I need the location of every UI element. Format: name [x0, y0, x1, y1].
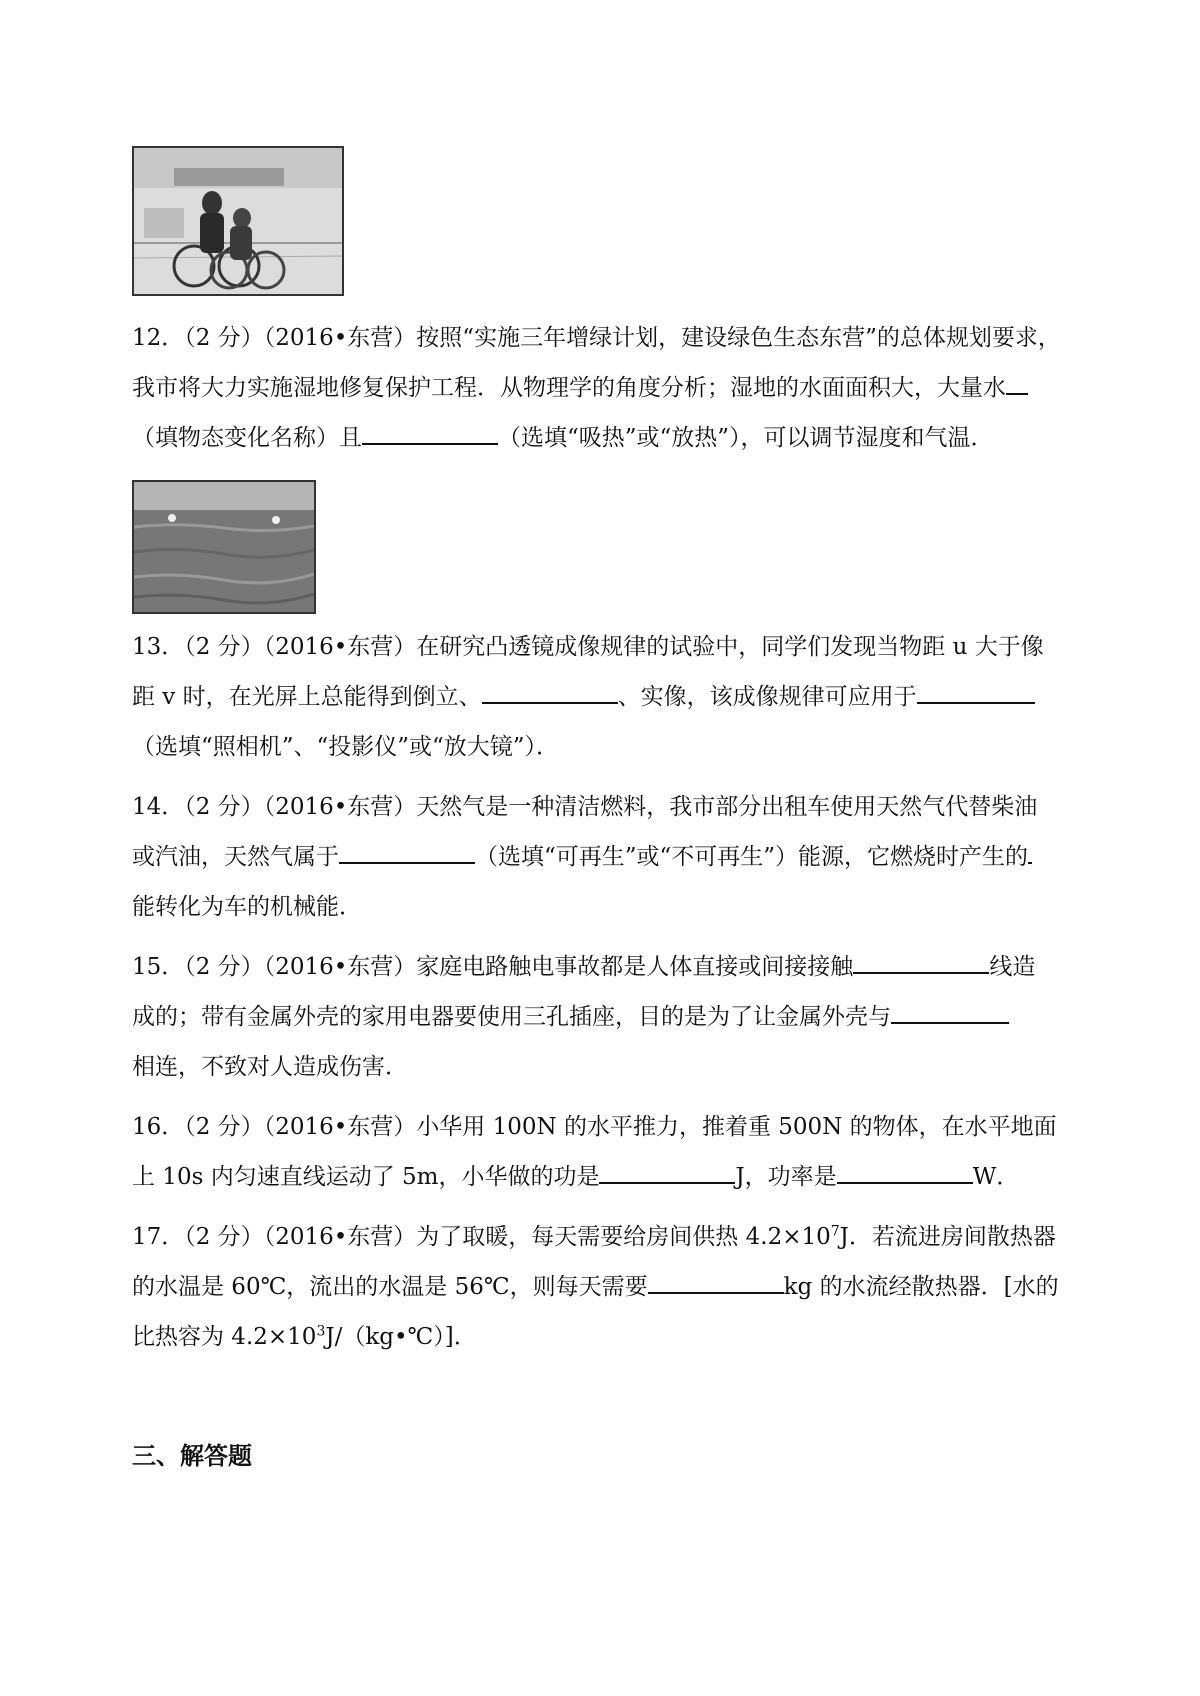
- q17-line-3a-text: 比热容为 4.2×10: [132, 1324, 317, 1350]
- q12-line-3: [132, 413, 1080, 463]
- q16-line-2a-text: 上 10s 内匀速直线运动了 5m，小华做的功是: [132, 1164, 600, 1190]
- q12-line-2: [132, 363, 1080, 413]
- q13-line-2: [132, 672, 1080, 722]
- q17-line-1a-text: 17．（2 分）（2016•东营）为了取暖，每天需要给房间供热 4.2×10: [132, 1224, 831, 1250]
- q13-blank-2[interactable]: [917, 676, 1035, 704]
- question-17: [132, 1212, 1080, 1362]
- q14-line-1: 14．（2 分）（2016•东营）天然气是一种清洁燃料，我市部分出租车使用天然气代替柴油: [132, 794, 1038, 820]
- q12-line-2-text: 我市将大力实施湿地修复保护工程．从物理学的角度分析；湿地的水面面积大，大量水: [132, 375, 1006, 401]
- q14-line-2a-text: 或汽油，天然气属于: [132, 844, 339, 870]
- cyclists-illustration: [134, 148, 342, 294]
- q16-line-2c-text: W．: [972, 1164, 1020, 1190]
- q16-line-1: 16．（2 分）（2016•东营）小华用 100N 的水平推力，推着重 500N 的物体，在水平地面: [132, 1114, 1057, 1140]
- q12-line-1: 12．（2 分）（2016•东营）按照“实施三年增绿计划，建设绿色生态东营”的总体规划要求，: [132, 325, 1061, 351]
- q14-line-2b-text: （选填“可再生”或“不可再生”）能源，它燃烧时产生的: [475, 844, 1029, 870]
- q13-line-2a-text: 距 v 时，在光屏上总能得到倒立、: [132, 684, 482, 710]
- q12-blank-1[interactable]: [1006, 367, 1028, 395]
- question-12: [132, 313, 1080, 463]
- q13-line-1: 13．（2 分）（2016•东营）在研究凸透镜成像规律的试验中，同学们发现当物距 u 大于像: [132, 634, 1044, 660]
- q15-line-3: 相连，不致对人造成伤害．: [132, 1054, 408, 1080]
- figure-cyclists-photo: [132, 146, 344, 296]
- q14-line-3: 能转化为车的机械能．: [132, 894, 362, 920]
- q12-blank-2[interactable]: [362, 417, 498, 445]
- q17-line-2b-text: kg 的水流经散热器．[水的: [783, 1274, 1059, 1300]
- q15-blank-1[interactable]: [853, 946, 989, 974]
- q16-blank-2[interactable]: [837, 1156, 973, 1184]
- q14-blank-1[interactable]: [339, 836, 475, 864]
- q17-line-3b-text: J/（kg•℃）]．: [325, 1324, 477, 1350]
- question-15: [132, 942, 1080, 1092]
- q17-line-1: [132, 1212, 1080, 1262]
- q16-line-2b-text: J，功率是: [735, 1164, 837, 1190]
- q17-line-2a-text: 的水温是 60℃，流出的水温是 56℃，则每天需要: [132, 1274, 648, 1300]
- q13-line-3: （选填“照相机”、“投影仪”或“放大镜”）．: [132, 734, 560, 760]
- q15-blank-2[interactable]: [891, 996, 1009, 1024]
- section-heading-answers: 三、解答题: [132, 1442, 252, 1470]
- q12-line-3b-text: （选填“吸热”或“放热”），可以调节湿度和气温．: [498, 425, 994, 451]
- q15-line-1b-text: 线造: [989, 954, 1036, 980]
- q16-blank-1[interactable]: [599, 1156, 735, 1184]
- q13-blank-1[interactable]: [482, 676, 618, 704]
- q17-exponent-2: 3: [316, 1323, 326, 1340]
- q17-blank-1[interactable]: [648, 1266, 784, 1294]
- wetland-illustration: [134, 482, 314, 612]
- q13-line-2b-text: 、实像，该成像规律可应用于: [617, 684, 917, 710]
- q15-line-2: [132, 992, 1080, 1042]
- q12-line-3a-text: （填物态变化名称）且: [132, 425, 362, 451]
- q14-blank-2[interactable]: [1028, 836, 1032, 864]
- q14-line-2: [132, 832, 1080, 882]
- q17-exponent-1: 7: [830, 1223, 840, 1240]
- q15-line-2-text: 成的；带有金属外壳的家用电器要使用三孔插座，目的是为了让金属外壳与: [132, 1004, 891, 1030]
- q17-line-1b-text: J．若流进房间散热器: [839, 1224, 1056, 1250]
- question-14: [132, 782, 1080, 932]
- q17-line-3: [132, 1312, 1080, 1362]
- q17-line-2: [132, 1262, 1080, 1312]
- question-13: [132, 622, 1080, 772]
- figure-wetland-photo: [132, 480, 316, 614]
- q16-line-2: [132, 1152, 1080, 1202]
- q15-line-1a-text: 15．（2 分）（2016•东营）家庭电路触电事故都是人体直接或间接接触: [132, 954, 854, 980]
- q15-line-1: [132, 942, 1080, 992]
- question-16: [132, 1102, 1080, 1202]
